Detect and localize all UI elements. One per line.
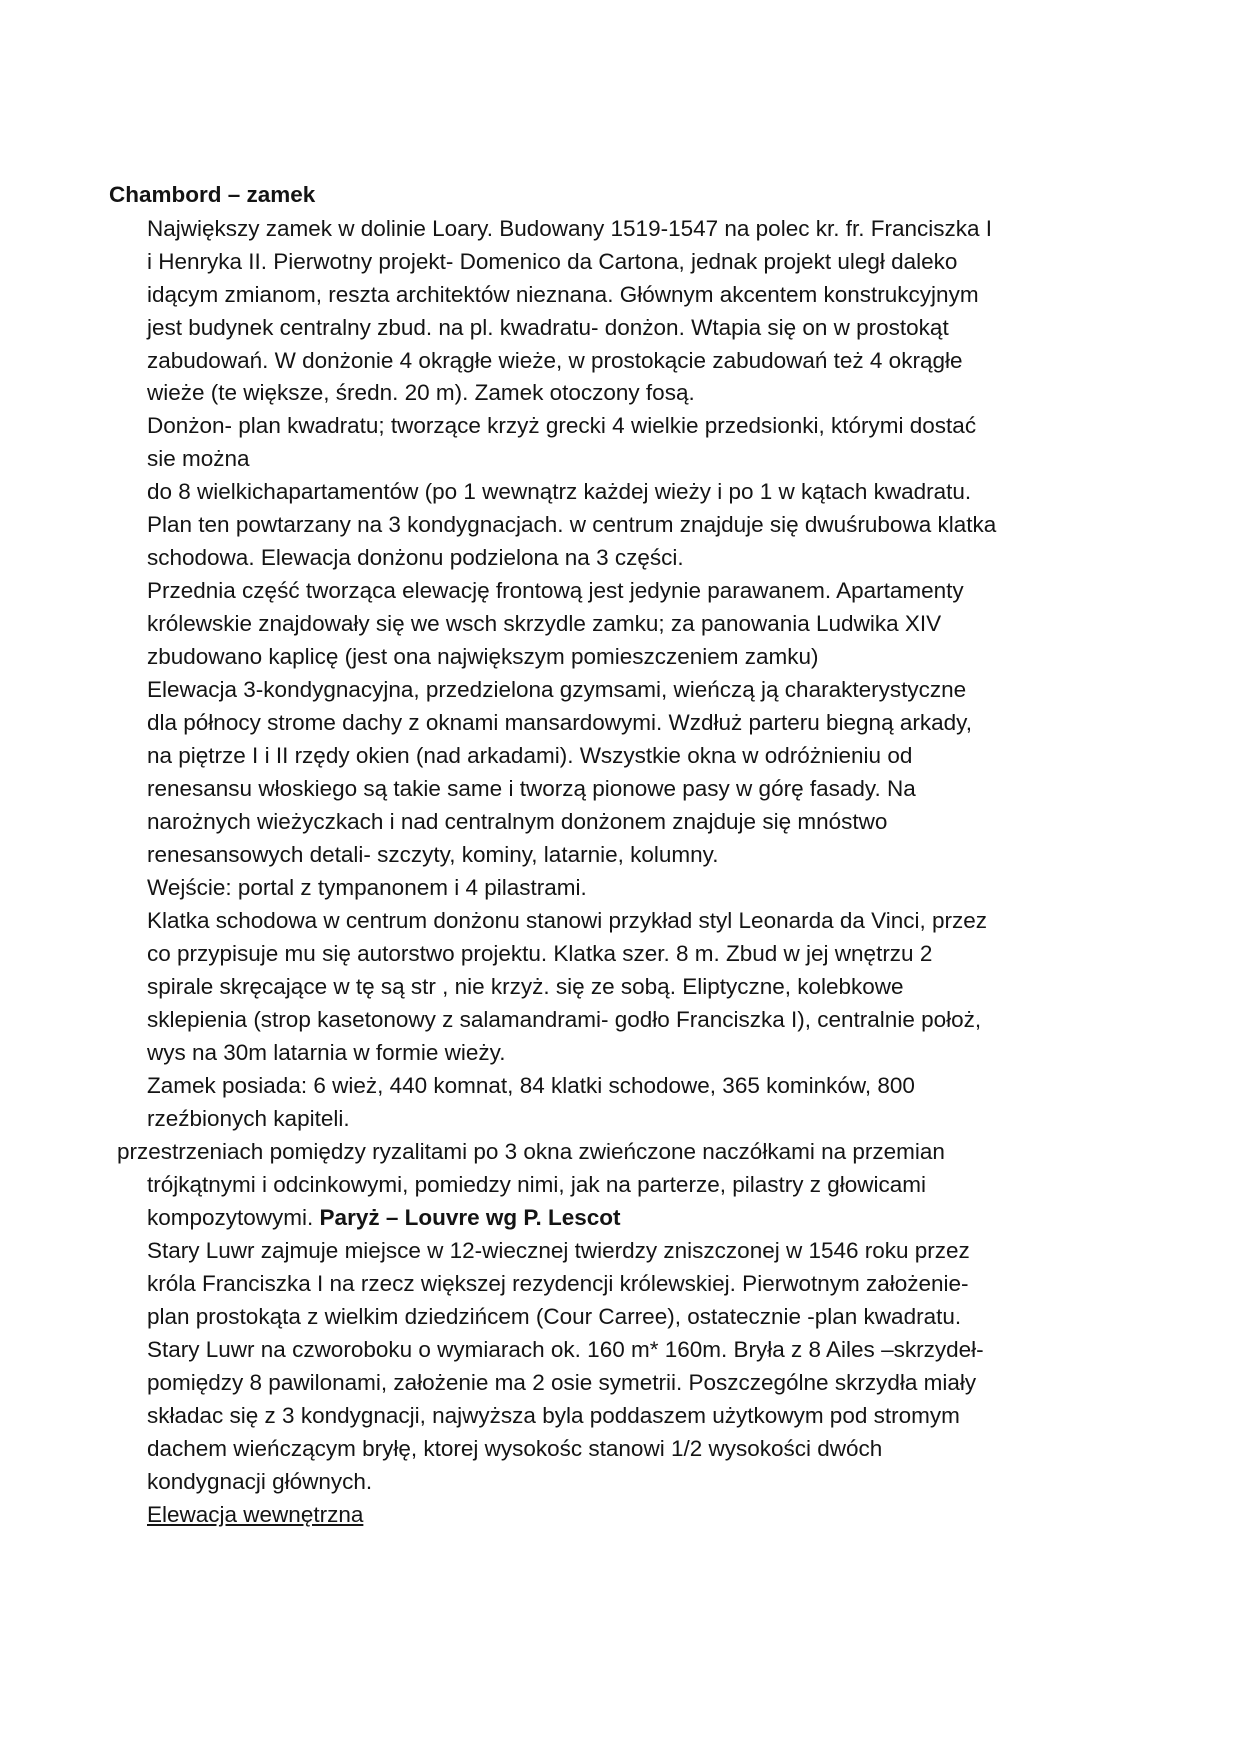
text-line: pomiędzy 8 pawilonami, założenie ma 2 osie symetrii. Poszczególne skrzydła miały bbox=[147, 1370, 977, 1395]
text-line: jest budynek centralny zbud. na pl. kwadratu- donżon. Wtapia się on w prostokąt bbox=[147, 315, 949, 340]
text-line: królewskie znajdowały się we wsch skrzydle zamku; za panowania Ludwika XIV bbox=[147, 611, 942, 636]
text-line: sie można bbox=[147, 446, 250, 471]
text-line: schodowa. Elewacja donżonu podzielona na 3 części. bbox=[147, 545, 684, 570]
text-line: rzeźbionych kapiteli. bbox=[147, 1106, 350, 1131]
text-line: Donżon- plan kwadratu; tworzące krzyż grecki 4 wielkie przedsionki, którymi dostać bbox=[147, 413, 977, 438]
section-heading-chambord: Chambord – zamek bbox=[109, 182, 316, 207]
text-line: dachem wieńczącym bryłę, ktorej wysokośc stanowi 1/2 wysokości dwóch bbox=[147, 1436, 883, 1461]
text-line: dla północy strome dachy z oknami mansardowymi. Wzdłuż parteru biegną arkady, bbox=[147, 710, 972, 735]
text-line: kondygnacji głównych. bbox=[147, 1469, 373, 1494]
text-line: Elewacja 3-kondygnacyjna, przedzielona gzymsami, wieńczą ją charakterystyczne bbox=[147, 677, 967, 702]
text-line: sklepienia (strop kasetonowy z salamandrami- godło Franciszka I), centralnie położ, bbox=[147, 1007, 982, 1032]
text-line: i Henryka II. Pierwotny projekt- Domenico da Cartona, jednak projekt uległ daleko bbox=[147, 249, 958, 274]
text-line: plan prostokąta z wielkim dziedzińcem (Cour Carree), ostatecznie -plan kwadratu. bbox=[147, 1304, 962, 1329]
subheading-elewacja-wewnetrzna: Elewacja wewnętrzna bbox=[147, 1502, 364, 1527]
text-line: zabudowań. W donżonie 4 okrągłe wieże, w prostokącie zabudowań też 4 okrągłe bbox=[147, 348, 963, 373]
text-line: Plan ten powtarzany na 3 kondygnacjach. w centrum znajduje się dwuśrubowa klatka bbox=[147, 512, 997, 537]
text-line: do 8 wielkichapartamentów (po 1 wewnątrz każdej wieży i po 1 w kątach kwadratu. bbox=[147, 479, 972, 504]
text-line: Przednia część tworząca elewację frontową jest jedynie parawanem. Apartamenty bbox=[147, 578, 964, 603]
section-heading-louvre: Paryż – Louvre wg P. Lescot bbox=[319, 1205, 621, 1230]
text-line-with-louvre-heading: kompozytowymi. Paryż – Louvre wg P. Lescot bbox=[147, 1205, 621, 1230]
text-line: Klatka schodowa w centrum donżonu stanowi przykład styl Leonarda da Vinci, przez bbox=[147, 908, 988, 933]
text-line: spirale skręcające w tę są str , nie krzyż. się ze sobą. Eliptyczne, kolebkowe bbox=[147, 974, 904, 999]
text-line: Wejście: portal z tympanonem i 4 pilastrami. bbox=[147, 875, 587, 900]
text-line: renesansowych detali- szczyty, kominy, latarnie, kolumny. bbox=[147, 842, 719, 867]
text-line: zbudowano kaplicę (jest ona największym pomieszczeniem zamku) bbox=[147, 644, 819, 669]
text-line: Największy zamek w dolinie Loary. Budowany 1519-1547 na polec kr. fr. Franciszka I bbox=[147, 216, 992, 241]
text-line: renesansu włoskiego są takie same i tworzą pionowe pasy w górę fasady. Na bbox=[147, 776, 916, 801]
text-line: idącym zmianom, reszta architektów nieznana. Głównym akcentem konstrukcyjnym bbox=[147, 282, 979, 307]
text-line: wieże (te większe, średn. 20 m). Zamek otoczony fosą. bbox=[147, 380, 695, 405]
text-line: Stary Luwr na czworoboku o wymiarach ok. 160 m* 160m. Bryła z 8 Ailes –skrzydeł- bbox=[147, 1337, 984, 1362]
text-line: przestrzeniach pomiędzy ryzalitami po 3 okna zwieńczone naczółkami na przemian bbox=[117, 1139, 945, 1164]
text-line: wys na 30m latarnia w formie wieży. bbox=[147, 1040, 506, 1065]
text-line: narożnych wieżyczkach i nad centralnym donżonem znajduje się mnóstwo bbox=[147, 809, 888, 834]
text-line: trójkątnymi i odcinkowymi, pomiedzy nimi, jak na parterze, pilastry z głowicami bbox=[147, 1172, 927, 1197]
text-line: Zamek posiada: 6 wież, 440 komnat, 84 klatki schodowe, 365 kominków, 800 bbox=[147, 1073, 915, 1098]
text-line: składac się z 3 kondygnacji, najwyższa byla poddaszem użytkowym pod stromym bbox=[147, 1403, 960, 1428]
text-line: co przypisuje mu się autorstwo projektu. Klatka szer. 8 m. Zbud w jej wnętrzu 2 bbox=[147, 941, 933, 966]
text-line: Stary Luwr zajmuje miejsce w 12-wiecznej twierdzy zniszczonej w 1546 roku przez bbox=[147, 1238, 970, 1263]
text-line: na piętrze I i II rzędy okien (nad arkadami). Wszystkie okna w odróżnieniu od bbox=[147, 743, 913, 768]
text-line: króla Franciszka I na rzecz większej rezydencji królewskiej. Pierwotnym założenie- bbox=[147, 1271, 969, 1296]
